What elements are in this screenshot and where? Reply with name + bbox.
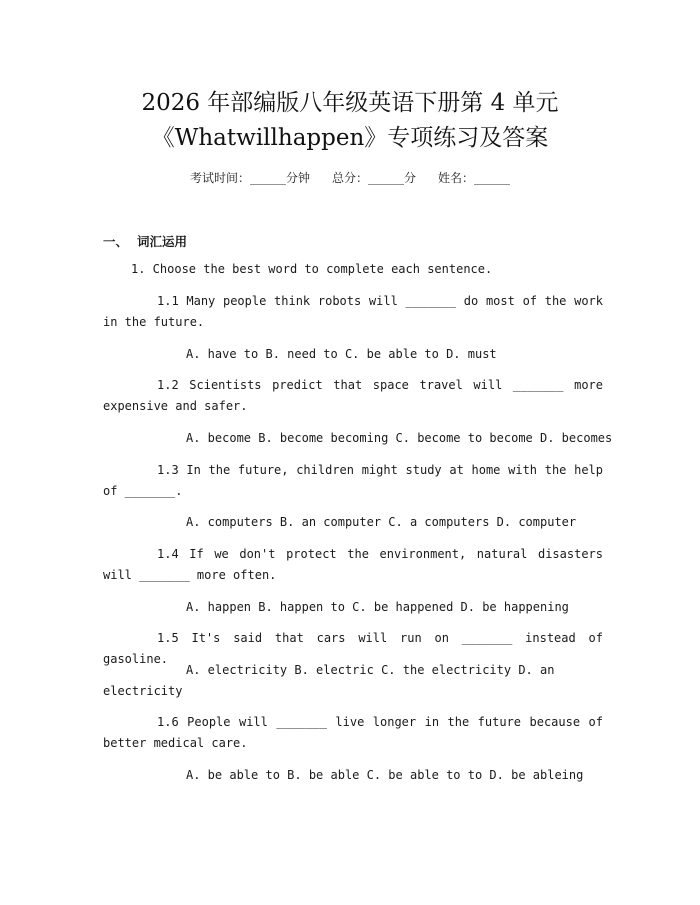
question-options-1-2: A. become B. become becoming C. become to become D. becomes (186, 431, 613, 445)
question-options-1-1: A. have to B. need to C. be able to D. must (186, 347, 497, 361)
exam-time-label: 考试时间：______分钟 (189, 171, 310, 185)
question-options-1-4: A. happen B. happen to C. be happened D. be happening (186, 600, 569, 614)
question-options-1-5: A. electricity B. electric C. the electricity D. an electricity (103, 663, 555, 698)
question-stem-1-3: 1.3 In the future, children might study at home with the help of _______. (103, 463, 603, 498)
exam-score-label: 总分：______分 (331, 171, 416, 185)
question-options-1-6: A. be able to B. be able C. be able to to D. be ableing (186, 768, 584, 782)
exam-name-label: 姓名：______ (438, 171, 511, 185)
question-options-1-3: A. computers B. an computer C. a computers D. computer (186, 515, 577, 529)
document-title-line2: 《Whatwillhappen》专项练习及答案 (151, 125, 549, 151)
section-heading (103, 232, 187, 250)
section-title: 词汇运用 (137, 234, 188, 249)
question-instruction: 1. Choose the best word to complete each sentence. (131, 262, 493, 276)
exam-meta (0, 169, 700, 186)
document-title-line1: 2026 年部编版八年级英语下册第 4 单元 (141, 90, 559, 116)
question-stem-1-6: 1.6 People will _______ live longer in the future because of better medical care. (103, 715, 603, 750)
question-stem-1-2: 1.2 Scientists predict that space travel will _______ more expensive and safer. (103, 378, 603, 413)
question-stem-1-5: 1.5 It's said that cars will run on _______ instead of gasoline. (103, 631, 603, 666)
question-stem-1-4: 1.4 If we don't protect the environment, natural disasters will _______ more often. (103, 547, 603, 582)
question-stem-1-1: 1.1 Many people think robots will _______ do most of the work in the future. (103, 294, 603, 329)
section-number: 一、 (103, 234, 129, 249)
